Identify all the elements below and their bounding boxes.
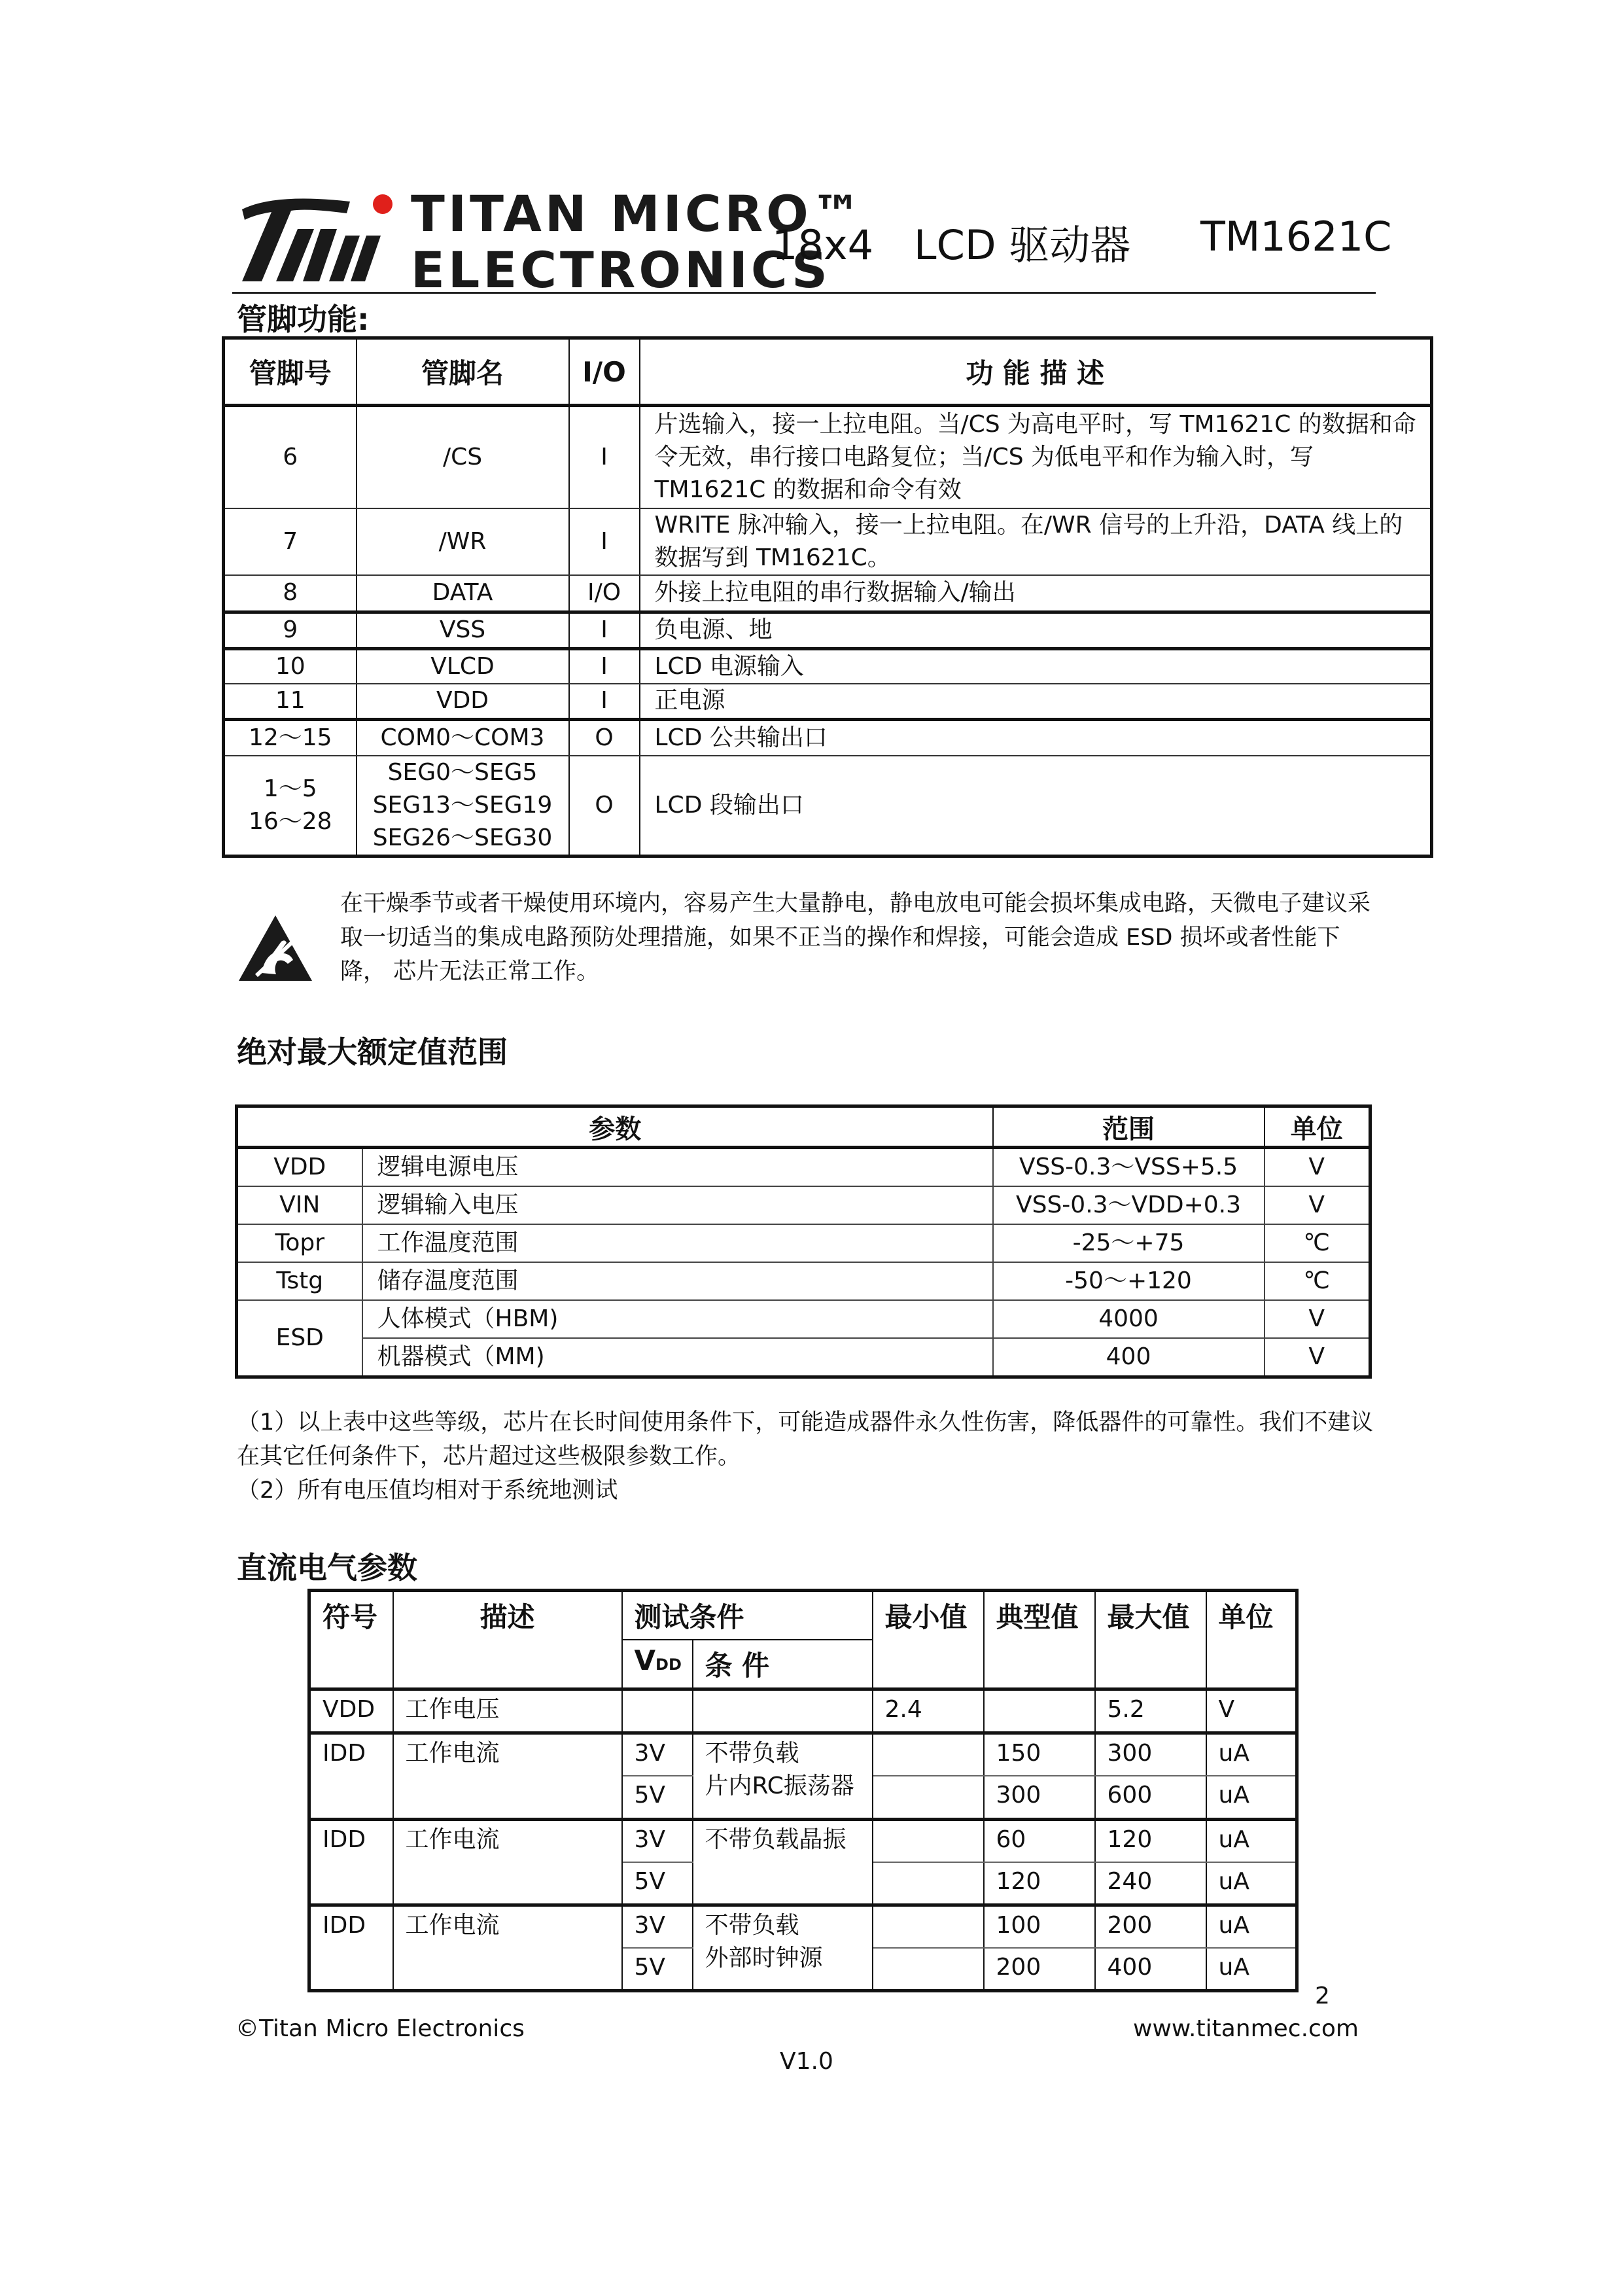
header-divider (232, 292, 1376, 294)
pin-name: /CS (357, 406, 569, 509)
dc-symbol: IDD (309, 1733, 393, 1820)
rating-unit: ℃ (1265, 1224, 1370, 1262)
dc-max: 300 (1095, 1733, 1206, 1776)
col-test-conditions: 测试条件 (622, 1591, 873, 1640)
dc-min (873, 1905, 984, 1948)
dc-typ (984, 1689, 1095, 1733)
col-typ: 典型值 (984, 1591, 1095, 1689)
footer-version: V1.0 (780, 2048, 833, 2075)
col-description: 描述 (393, 1591, 622, 1689)
absolute-max-ratings-table (235, 1104, 1372, 1379)
pin-io: I (569, 612, 640, 648)
dc-symbol: IDD (309, 1905, 393, 1990)
dc-unit: uA (1206, 1948, 1297, 1991)
dc-typ: 300 (984, 1776, 1095, 1819)
dc-typ: 200 (984, 1948, 1095, 1991)
table-row (224, 756, 1432, 857)
table-row (224, 648, 1432, 684)
table-row (237, 1224, 1370, 1262)
col-vdd (622, 1640, 693, 1689)
pin-number: 12～15 (224, 719, 357, 756)
dc-min (873, 1733, 984, 1776)
table-row (309, 1689, 1297, 1733)
rating-symbol: VDD (237, 1148, 362, 1187)
dc-unit: uA (1206, 1862, 1297, 1905)
rating-name: 机器模式（MM) (362, 1338, 993, 1377)
pin-io: I (569, 648, 640, 684)
rating-range: -25～+75 (993, 1224, 1265, 1262)
col-condition: 条 件 (693, 1640, 873, 1689)
dc-unit: uA (1206, 1733, 1297, 1776)
pin-name-line: SEG13～SEG19 (372, 792, 553, 819)
dc-cond (693, 1905, 873, 1990)
rating-range: VSS-0.3～VDD+0.3 (993, 1186, 1265, 1224)
dc-min (873, 1862, 984, 1905)
dc-cond-line: 不带负载晶振 (705, 1826, 846, 1853)
company-logo-mark (236, 190, 399, 288)
pin-io: O (569, 756, 640, 857)
vdd-subscript: DD (655, 1655, 682, 1674)
pin-desc: 外接上拉电阻的串行数据输入/输出 (640, 575, 1432, 612)
table-row (237, 1338, 1370, 1377)
rating-symbol: ESD (237, 1300, 362, 1377)
pin-number: 8 (224, 575, 357, 612)
col-unit: 单位 (1265, 1106, 1370, 1148)
dc-min (873, 1776, 984, 1819)
table-row (224, 612, 1432, 648)
company-name-line1: TITAN MICRO™ (411, 185, 865, 243)
note-1: （1）以上表中这些等级，芯片在长时间使用条件下，可能造成器件永久性伤害，降低器件的可靠性。我们不建议在其它任何条件下，芯片超过这些极限参数工作。 (237, 1409, 1374, 1470)
dc-unit: uA (1206, 1819, 1297, 1862)
rating-symbol: VIN (237, 1186, 362, 1224)
pin-name: VLCD (357, 648, 569, 684)
pin-desc: LCD 电源输入 (640, 648, 1432, 684)
pin-desc: WRITE 脉冲输入，接一上拉电阻。在/WR 信号的上升沿，DATA 线上的数据写到 TM1621C。 (640, 508, 1432, 575)
rating-range: VSS-0.3～VSS+5.5 (993, 1148, 1265, 1187)
pin-number (224, 756, 357, 857)
pin-desc: LCD 段输出口 (640, 756, 1432, 857)
dc-cond-line: 片内RC振荡器 (705, 1773, 854, 1799)
note-2: （2）所有电压值均相对于系统地测试 (237, 1477, 618, 1504)
col-pin-number: 管脚号 (224, 338, 357, 406)
table-row (224, 719, 1432, 756)
dc-section-heading: 直流电气参数 (237, 1550, 417, 1585)
vdd-main: V (634, 1644, 656, 1676)
dc-typ: 150 (984, 1733, 1095, 1776)
pin-desc: 片选输入，接一上拉电阻。当/CS 为高电平时，写 TM1621C 的数据和命令无效，串行接口电路复位；当/CS 为低电平和作为输入时，写 TM1621C 的数据和命令有效 (640, 406, 1432, 509)
table-row (309, 1733, 1297, 1776)
ratings-notes (237, 1405, 1378, 1508)
table-row (224, 684, 1432, 719)
pin-name-line: SEG26～SEG30 (372, 824, 553, 851)
rating-unit: ℃ (1265, 1262, 1370, 1300)
dc-unit: uA (1206, 1776, 1297, 1819)
rating-name: 逻辑输入电压 (362, 1186, 993, 1224)
dc-max: 400 (1095, 1948, 1206, 1991)
table-row (237, 1300, 1370, 1338)
dc-max: 5.2 (1095, 1689, 1206, 1733)
pin-number: 10 (224, 648, 357, 684)
pin-io: I/O (569, 575, 640, 612)
pin-number: 9 (224, 612, 357, 648)
pin-name: /WR (357, 508, 569, 575)
dc-cond (693, 1689, 873, 1733)
col-max: 最大值 (1095, 1591, 1206, 1689)
rating-symbol: Topr (237, 1224, 362, 1262)
pin-name: VSS (357, 612, 569, 648)
col-range: 范围 (993, 1106, 1265, 1148)
dc-typ: 120 (984, 1862, 1095, 1905)
pin-io: I (569, 508, 640, 575)
col-min: 最小值 (873, 1591, 984, 1689)
table-row (224, 508, 1432, 575)
ratings-section-heading: 绝对最大额定值范围 (237, 1034, 508, 1070)
document-title: 18x4 LCD 驱动器 (772, 221, 1131, 269)
pin-number: 11 (224, 684, 357, 719)
pin-name: DATA (357, 575, 569, 612)
table-row (237, 1186, 1370, 1224)
pin-function-table (222, 336, 1433, 858)
dc-cond (693, 1733, 873, 1820)
dc-vdd: 3V (622, 1819, 693, 1862)
rating-symbol: Tstg (237, 1262, 362, 1300)
dc-min (873, 1819, 984, 1862)
pin-name-line: SEG0～SEG5 (387, 759, 538, 786)
dc-unit: V (1206, 1689, 1297, 1733)
pin-desc: 负电源、地 (640, 612, 1432, 648)
dc-vdd (622, 1689, 693, 1733)
pin-desc: LCD 公共输出口 (640, 719, 1432, 756)
dc-desc: 工作电流 (393, 1733, 622, 1820)
dc-typ: 100 (984, 1905, 1095, 1948)
dc-symbol: IDD (309, 1819, 393, 1905)
rating-range: 400 (993, 1338, 1265, 1377)
rating-range: -50～+120 (993, 1262, 1265, 1300)
dc-vdd: 5V (622, 1776, 693, 1819)
pin-io: I (569, 684, 640, 719)
table-row (224, 575, 1432, 612)
col-io: I/O (569, 338, 640, 406)
rating-name: 人体模式（HBM) (362, 1300, 993, 1338)
rating-name: 储存温度范围 (362, 1262, 993, 1300)
dc-characteristics-table (307, 1589, 1299, 1992)
dc-cond-line: 外部时钟源 (705, 1944, 823, 1971)
col-function: 功 能 描 述 (640, 338, 1432, 406)
dc-max: 120 (1095, 1819, 1206, 1862)
dc-desc: 工作电流 (393, 1819, 622, 1905)
esd-notice-text: 在干燥季节或者干燥使用环境内，容易产生大量静电，静电放电可能会损坏集成电路，天微电子建议采取一切适当的集成电路预防处理措施，如果不正当的操作和焊接，可能会造成 ESD 损坏或者性能下降， 芯片无法正常工作。 (340, 891, 1371, 985)
dc-typ: 60 (984, 1819, 1095, 1862)
dc-min (873, 1948, 984, 1991)
rating-unit: V (1265, 1300, 1370, 1338)
dc-vdd: 5V (622, 1948, 693, 1991)
table-row (309, 1819, 1297, 1862)
col-symbol: 符号 (309, 1591, 393, 1689)
dc-symbol: VDD (309, 1689, 393, 1733)
table-header-row (224, 338, 1432, 406)
pin-name: COM0～COM3 (357, 719, 569, 756)
rating-range: 4000 (993, 1300, 1265, 1338)
rating-name: 逻辑电源电压 (362, 1148, 993, 1187)
dc-cond-line: 不带负载 (705, 1740, 799, 1767)
footer-copyright: ©Titan Micro Electronics (236, 2015, 525, 2042)
pin-name (357, 756, 569, 857)
pin-name: VDD (357, 684, 569, 719)
rating-unit: V (1265, 1338, 1370, 1377)
table-row (237, 1148, 1370, 1187)
dc-desc: 工作电流 (393, 1905, 622, 1990)
table-header-row (309, 1591, 1297, 1640)
dc-max: 600 (1095, 1776, 1206, 1819)
pin-number-line: 1～5 (263, 775, 317, 802)
col-pin-name: 管脚名 (357, 338, 569, 406)
pin-number: 6 (224, 406, 357, 509)
dc-vdd: 3V (622, 1733, 693, 1776)
page-number: 2 (1315, 1983, 1330, 2009)
dc-vdd: 3V (622, 1905, 693, 1948)
document-model: TM1621C (1200, 213, 1392, 260)
table-row (309, 1905, 1297, 1948)
dc-vdd: 5V (622, 1862, 693, 1905)
rating-name: 工作温度范围 (362, 1224, 993, 1262)
pin-number-line: 16～28 (248, 808, 332, 835)
rating-unit: V (1265, 1186, 1370, 1224)
pin-number: 7 (224, 508, 357, 575)
esd-warning-icon (237, 913, 314, 983)
col-parameter: 参数 (237, 1106, 993, 1148)
col-unit: 单位 (1206, 1591, 1297, 1689)
table-row (224, 406, 1432, 509)
pin-desc: 正电源 (640, 684, 1432, 719)
footer-website-link[interactable]: www.titanmec.com (1133, 2015, 1359, 2042)
rating-unit: V (1265, 1148, 1370, 1187)
pin-io: O (569, 719, 640, 756)
pin-section-heading: 管脚功能: (237, 302, 370, 337)
table-row (237, 1262, 1370, 1300)
dc-min: 2.4 (873, 1689, 984, 1733)
dc-cond-line: 不带负载 (705, 1911, 799, 1939)
table-header-row (237, 1106, 1370, 1148)
dc-cond (693, 1819, 873, 1905)
dc-unit: uA (1206, 1905, 1297, 1948)
company-name-line2: ELECTRONICS (411, 241, 831, 299)
dc-desc: 工作电压 (393, 1689, 622, 1733)
dc-max: 240 (1095, 1862, 1206, 1905)
pin-io: I (569, 406, 640, 509)
dc-max: 200 (1095, 1905, 1206, 1948)
